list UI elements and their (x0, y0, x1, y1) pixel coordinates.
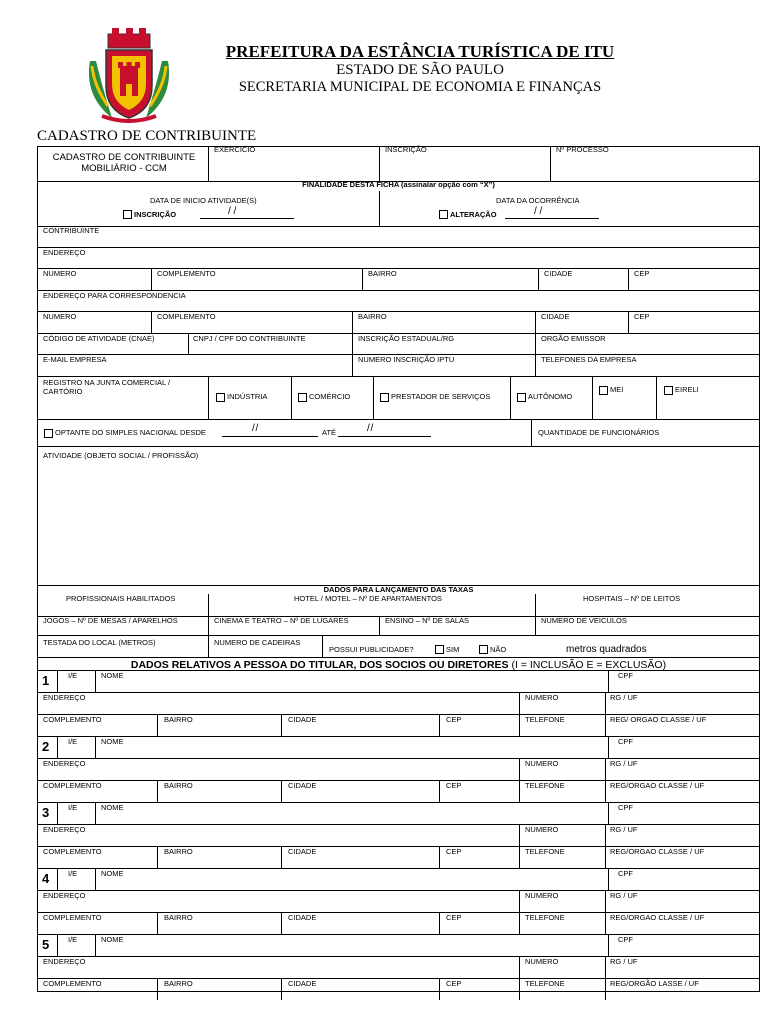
data-ocorrencia-line[interactable] (505, 218, 599, 219)
socio-numero-field[interactable]: NUMERO (525, 957, 559, 966)
cinema-field[interactable]: CINEMA E TEATRO – Nº DE LUGARES (214, 616, 349, 625)
contribuinte-section (37, 226, 760, 586)
socio-cpf-field[interactable]: CPF (618, 869, 633, 878)
socio-endereco-field[interactable]: ENDEREÇO (43, 957, 86, 966)
socio-nome-field[interactable]: NOME (101, 671, 124, 680)
socio-ie-field[interactable]: I/E (68, 671, 78, 680)
socio-nome-field[interactable]: NOME (101, 803, 124, 812)
socio-cpf-field[interactable]: CPF (618, 803, 633, 812)
publicidade-nao-label: NÃO (490, 645, 507, 654)
socio-cep-field[interactable]: CEP (446, 715, 462, 724)
cadeiras-field[interactable]: NUMERO DE CADEIRAS (214, 638, 301, 647)
socio-rg-field[interactable]: RG / UF (610, 825, 638, 834)
socio-bairro-field[interactable]: BAIRRO (164, 913, 193, 922)
publicidade-label: POSSUI PUBLICIDADE? (329, 645, 414, 654)
socio-nome-field[interactable]: NOME (101, 869, 124, 878)
complemento-field[interactable]: COMPLEMENTO (157, 269, 216, 278)
socio-bairro-field[interactable]: BAIRRO (164, 781, 193, 790)
jogos-field[interactable]: JOGOS – Nº DE MESAS / APARELHOS (43, 616, 178, 625)
exercicio-field[interactable]: EXERCICIO (214, 145, 256, 154)
inscricao-estadual-field[interactable]: INSCRIÇÃO ESTADUAL/RG (358, 334, 455, 343)
socio-rg-field[interactable]: RG / UF (610, 759, 638, 768)
alteracao-label: ALTERAÇÃO (450, 210, 497, 219)
socio-nome-field[interactable]: NOME (101, 737, 124, 746)
inscricao-label: INSCRIÇÃO (134, 210, 177, 219)
corresp-numero-field[interactable]: NUMERO (43, 312, 77, 321)
data-ocorrencia-label: DATA DA OCORRÊNCIA (496, 196, 580, 205)
socio-cidade-field[interactable]: CIDADE (288, 913, 317, 922)
industria-checkbox[interactable] (216, 393, 225, 402)
socio-complemento-field[interactable]: COMPLEMENTO (43, 715, 102, 724)
socio-cep-field[interactable]: CEP (446, 913, 462, 922)
socio-cidade-field[interactable]: CIDADE (288, 715, 317, 724)
contribuinte-field[interactable]: CONTRIBUINTE (43, 226, 100, 235)
socio-cpf-field[interactable]: CPF (618, 671, 633, 680)
endereco-field[interactable]: ENDEREÇO (43, 248, 86, 257)
simples-checkbox[interactable] (44, 429, 53, 438)
socio-cpf-field[interactable]: CPF (618, 737, 633, 746)
socio-ie-field[interactable]: I/E (68, 737, 78, 746)
socio-complemento-field[interactable]: COMPLEMENTO (43, 979, 102, 988)
industria-label: INDÚSTRIA (227, 392, 268, 401)
corresp-cidade-field[interactable]: CIDADE (541, 312, 570, 321)
registro-junta-field[interactable]: REGISTRO NA JUNTA COMERCIAL / CARTÓRIO (43, 378, 171, 396)
socio-endereco-field[interactable]: ENDEREÇO (43, 825, 86, 834)
iptu-field[interactable]: NUMERO INSCRIÇÃO IPTU (358, 355, 455, 364)
inscricao-checkbox[interactable] (123, 210, 132, 219)
socio-complemento-field[interactable]: COMPLEMENTO (43, 781, 102, 790)
socio-cidade-field[interactable]: CIDADE (288, 847, 317, 856)
hotel-field[interactable]: HOTEL / MOTEL – Nº DE APARTAMENTOS (294, 594, 442, 603)
metros-quadrados-label: metros quadrados (566, 644, 647, 655)
corresp-complemento-field[interactable]: COMPLEMENTO (157, 312, 216, 321)
simples-label: OPTANTE DO SIMPLES NACIONAL DESDE (55, 428, 206, 437)
socio-reg-classe-field[interactable]: REG/ORGÃO LASSE / UF (610, 979, 699, 988)
socio-number: 5 (42, 937, 50, 952)
socio-ie-field[interactable]: I/E (68, 869, 78, 878)
socio-telefone-field[interactable]: TELEFONE (525, 715, 565, 724)
socio-endereco-field[interactable]: ENDEREÇO (43, 693, 86, 702)
data-inicio-label: DATA DE INICIO ATIVIDADE(S) (150, 196, 257, 205)
header-state: ESTADO DE SÃO PAULO (336, 62, 504, 78)
mei-checkbox[interactable] (599, 386, 608, 395)
data-inicio-line[interactable] (200, 218, 294, 219)
mei-label: MEI (610, 385, 624, 394)
cnpj-field[interactable]: CNPJ / CPF DO CONTRIBUINTE (193, 334, 306, 343)
autonomo-checkbox[interactable] (517, 393, 526, 402)
socio-cpf-field[interactable]: CPF (618, 935, 633, 944)
socio-reg-classe-field[interactable]: REG/ORGAO CLASSE / UF (610, 781, 705, 790)
veiculos-field[interactable]: NUMERO DE VEICULOS (541, 616, 627, 625)
ccm-title: CADASTRO DE CONTRIBUINTE MOBILIÁRIO - CCM (52, 152, 196, 174)
corresp-cep-field[interactable]: CEP (634, 312, 650, 321)
ate-label: ATÉ (322, 428, 337, 437)
processo-field[interactable]: Nº PROCESSO (556, 145, 609, 154)
simples-end-line[interactable] (338, 436, 431, 437)
socio-telefone-field[interactable]: TELEFONE (525, 781, 565, 790)
comercio-checkbox[interactable] (298, 393, 307, 402)
hospitais-field[interactable]: HOSPITAIS – Nº DE LEITOS (583, 594, 681, 603)
taxas-title: DADOS PARA LANÇAMENTO DAS TAXAS (323, 585, 474, 594)
socio-reg-classe-field[interactable]: REG/ORGAO CLASSE / UF (610, 847, 705, 856)
socio-nome-field[interactable]: NOME (101, 935, 124, 944)
ensino-field[interactable]: ENSINO – Nº DE SALAS (385, 616, 470, 625)
eireli-checkbox[interactable] (664, 386, 673, 395)
socio-telefone-field[interactable]: TELEFONE (525, 847, 565, 856)
publicidade-sim-checkbox[interactable] (435, 645, 444, 654)
finalidade-title: FINALIDADE DESTA FICHA (assinalar opção com “X”) (302, 180, 495, 189)
numero-field[interactable]: NUMERO (43, 269, 77, 278)
socio-numero-field[interactable]: NUMERO (525, 693, 559, 702)
qtd-funcionarios-field[interactable]: QUANTIDADE DE FUNCIONÁRIOS (538, 428, 660, 437)
telefones-field[interactable]: TELEFONES DA EMPRESA (541, 355, 637, 364)
simples-start-line[interactable] (222, 436, 318, 437)
socio-telefone-field[interactable]: TELEFONE (525, 979, 565, 988)
socio-number: 1 (42, 673, 50, 688)
prestador-label: PRESTADOR DE SERVIÇOS (391, 392, 491, 401)
socio-number: 3 (42, 805, 50, 820)
socio-numero-field[interactable]: NUMERO (525, 891, 559, 900)
publicidade-nao-checkbox[interactable] (479, 645, 488, 654)
cep-field[interactable]: CEP (634, 269, 650, 278)
cnae-field[interactable]: CÓDIGO DE ATIVIDADE (CNAE) (43, 334, 155, 343)
socio-reg-classe-field[interactable]: REG/ORGAO CLASSE / UF (610, 913, 705, 922)
socio-endereco-field[interactable]: ENDEREÇO (43, 759, 86, 768)
socio-complemento-field[interactable]: COMPLEMENTO (43, 847, 102, 856)
socio-cep-field[interactable]: CEP (446, 781, 462, 790)
orgao-emissor-field[interactable]: ORGÃO EMISSOR (541, 334, 606, 343)
profissionais-field[interactable]: PROFISSIONAIS HABILITADOS (66, 594, 176, 603)
socio-ie-field[interactable]: I/E (68, 803, 78, 812)
socio-number: 2 (42, 739, 50, 754)
socio-reg-classe-field[interactable]: REG/ ORGAO CLASSE / UF (610, 715, 707, 724)
coat-of-arms-logo (82, 26, 176, 126)
autonomo-label: AUTÔNOMO (528, 392, 573, 401)
bairro-field[interactable]: BAIRRO (368, 269, 397, 278)
email-field[interactable]: E-MAIL EMPRESA (43, 355, 107, 364)
socio-number: 4 (42, 871, 50, 886)
atividade-field[interactable]: ATIVIDADE (OBJETO SOCIAL / PROFISSÃO) (43, 451, 199, 460)
socio-endereco-field[interactable]: ENDEREÇO (43, 891, 86, 900)
form-title: CADASTRO DE CONTRIBUINTE (37, 128, 257, 144)
alteracao-checkbox[interactable] (439, 210, 448, 219)
socio-cep-field[interactable]: CEP (446, 847, 462, 856)
socios-title: DADOS RELATIVOS A PESSOA DO TITULAR, DOS SOCIOS OU DIRETORES (I = INCLUSÃO E = EXCLUSÃO) (130, 659, 667, 671)
socio-rg-field[interactable]: RG / UF (610, 891, 638, 900)
socio-rg-field[interactable]: RG / UF (610, 693, 638, 702)
socio-bairro-field[interactable]: BAIRRO (164, 979, 193, 988)
socio-bairro-field[interactable]: BAIRRO (164, 715, 193, 724)
cidade-field[interactable]: CIDADE (544, 269, 573, 278)
header-secretariat: SECRETARIA MUNICIPAL DE ECONOMIA E FINANÇAS (238, 79, 602, 95)
socio-numero-field[interactable]: NUMERO (525, 759, 559, 768)
socio-telefone-field[interactable]: TELEFONE (525, 913, 565, 922)
socio-numero-field[interactable]: NUMERO (525, 825, 559, 834)
prestador-checkbox[interactable] (380, 393, 389, 402)
socio-rg-field[interactable]: RG / UF (610, 957, 638, 966)
testada-field[interactable]: TESTADA DO LOCAL (METROS) (43, 638, 156, 647)
socio-cidade-field[interactable]: CIDADE (288, 781, 317, 790)
comercio-label: COMÉRCIO (309, 392, 351, 401)
socio-ie-field[interactable]: I/E (68, 935, 78, 944)
header-title: PREFEITURA DA ESTÂNCIA TURÍSTICA DE ITU (225, 42, 615, 61)
eireli-label: EIRELI (675, 385, 699, 394)
publicidade-sim-label: SIM (446, 645, 460, 654)
inscricao-field[interactable]: INSCRIÇÃO (385, 145, 427, 154)
socio-bairro-field[interactable]: BAIRRO (164, 847, 193, 856)
corresp-bairro-field[interactable]: BAIRRO (358, 312, 387, 321)
socio-complemento-field[interactable]: COMPLEMENTO (43, 913, 102, 922)
socio-cep-field[interactable]: CEP (446, 979, 462, 988)
socio-cidade-field[interactable]: CIDADE (288, 979, 317, 988)
endereco-correspondencia-field[interactable]: ENDEREÇO PARA CORRESPONDENCIA (43, 291, 186, 300)
